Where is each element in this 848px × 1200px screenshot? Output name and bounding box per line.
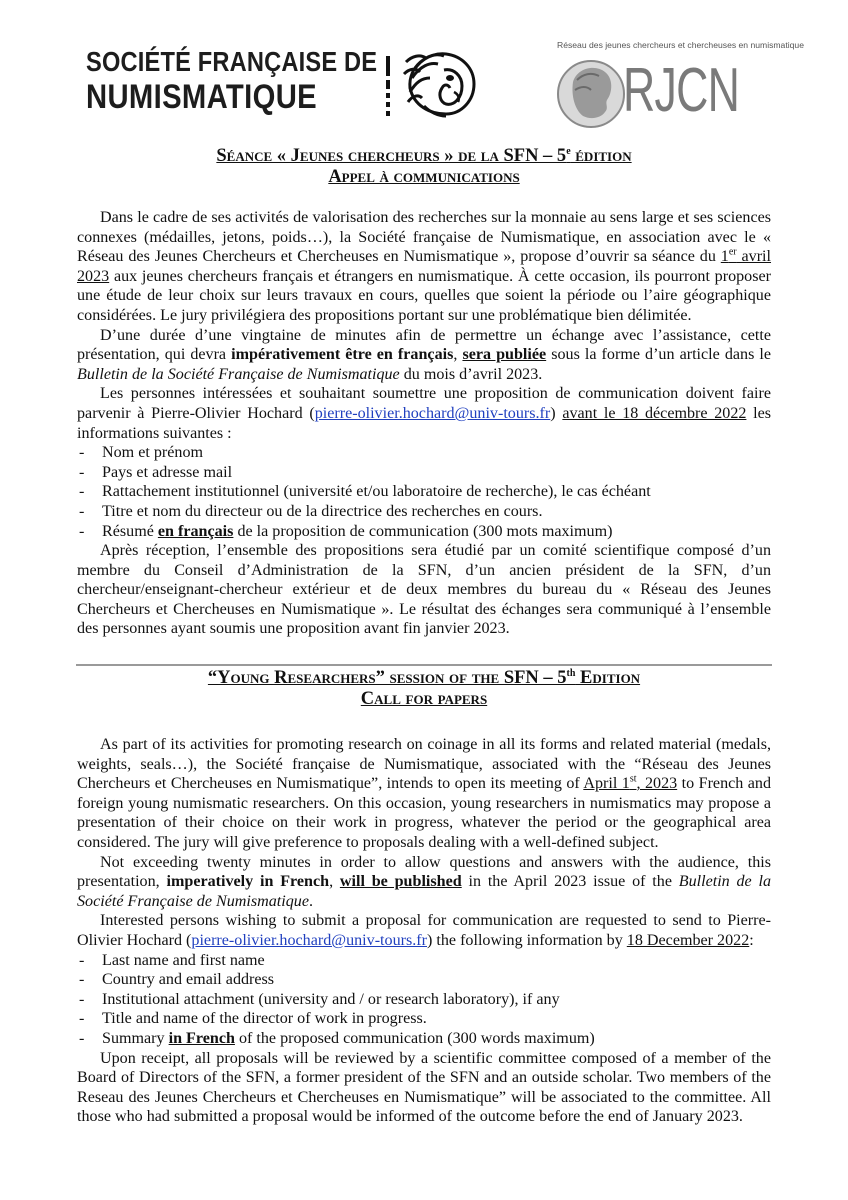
english-subtitle: Call for papers [360,689,488,709]
rjcn-wordmark: RJCN [623,56,740,125]
french-paragraph-1: Dans le cadre de ses activités de valorisation des recherches sur la monnaie au sens large et ses sciences connexes (médailles, jetons, poids…), la Société française de Numismatique, en association avec le « Réseau des Jeunes Chercheurs et Chercheuses en Numismatique », propose d’ouvrir sa séance du 1er avril 2023 aux jeunes chercheurs français et étrangers en numismatique. À cette occasion, ils pourront proposer une étude de leur choix sur leurs travaux en cours, quelles que soient la période ou l’aire géographique considérées. Le jury privilégiera des propositions portant sur une problématique bien délimitée. [77,209,772,324]
french-body [77,208,771,639]
sfn-logo-line2: NUMISMATIQUE [86,77,318,116]
french-paragraph-2: D’une durée d’une vingtaine de minutes afin de permettre un échange avec l’assistance, cette présentation, qui devra impérativement être en français, sera publiée sous la forme d’un article dans le Bulletin de la Société Française de Numismatique du mois d’avril 2023. [77,326,771,383]
medusa-head-icon [400,48,482,120]
page-header [0,0,848,140]
french-title [77,146,771,167]
english-body [77,735,771,1127]
list-item: - Nom et prénom [77,443,771,463]
rjcn-caption: Réseau des jeunes chercheurs et chercheuses en numismatique [557,40,804,50]
french-section [77,146,771,639]
english-email-link[interactable]: pierre-olivier.hochard@univ-tours.fr [191,931,427,949]
english-requirements-list [77,951,771,1049]
list-item: - Titre et nom du directeur ou de la directrice des recherches en cours. [77,502,771,522]
english-paragraph-2: Not exceeding twenty minutes in order to allow questions and answers with the audience, this presentation, imperatively in French, will be published in the April 2023 issue of the Bulletin de la Société Française de Numismatique. [77,853,772,910]
english-paragraph-1: As part of its activities for promoting research on coinage in all its forms and related material (medals, weights, seals…), the Société française de Numismatique, associated with the “Réseau des Jeunes Chercheurs et Chercheuses en Numismatique”, intends to open its meeting of April 1st, 2023 to French and foreign young numismatic researchers. On this occasion, young researchers in numismatics may propose a presentation of their choice on their work in progress, whatever the period or the geographical area considered. The jury will give preference to proposals dealing with a well-defined subject. [77,736,772,851]
sfn-logo [86,48,425,114]
sfn-logo-separator [386,56,389,118]
list-item: - Last name and first name [77,951,771,971]
french-email-link[interactable]: pierre-olivier.hochard@univ-tours.fr [314,404,551,422]
english-title-text: “Young Researchers” session of the SFN – 5 [207,668,567,688]
rjcn-logo [555,40,804,130]
english-title-sup: th [566,667,576,679]
list-item: - Institutional attachment (university and / or research laboratory), if any [77,990,771,1010]
french-title-tail: édition [570,146,632,166]
list-item: - Rattachement institutionnel (université et/ou laboratoire de recherche), le cas échéant [77,482,771,502]
list-item: - Pays et adresse mail [77,463,771,483]
french-subtitle: Appel à communications [328,167,520,187]
english-paragraph-3: Interested persons wishing to submit a proposal for communication are requested to send to Pierre-Olivier Hochard (pierre-olivier.hochard@univ-tours.fr) the following information by 18 December 2022: [77,912,771,949]
french-title-sup: e [566,145,571,157]
profile-head-icon [555,52,625,130]
french-title-text: Séance « Jeunes chercheurs » de la SFN – 5 [216,146,567,166]
english-title-tail: Edition [575,668,641,688]
english-section [77,668,771,1127]
list-item: - Title and name of the director of work in progress. [77,1009,771,1029]
section-divider [76,664,772,666]
french-paragraph-3: Les personnes intéressées et souhaitant soumettre une proposition de communication doivent faire parvenir à Pierre-Olivier Hochard (pierre-olivier.hochard@univ-tours.fr) avant le 18 décembre 2022 les informations suivantes : [77,385,771,442]
list-item: - Summary in French of the proposed communication (300 words maximum) [77,1029,771,1049]
english-title [77,668,771,689]
list-item: - Résumé en français de la proposition de communication (300 mots maximum) [77,522,771,542]
english-paragraph-4: Upon receipt, all proposals will be reviewed by a scientific committee composed of a member of the Board of Directors of the SFN, a former president of the SFN and an outside scholar. Two members of the Reseau des Jeunes Chercheurs et Chercheuses en Numismatique” will be associated to the committee. All those who had submitted a proposal would be informed of the outcome before the end of January 2023. [77,1049,771,1126]
sfn-logo-line1: SOCIÉTÉ FRANÇAISE DE [86,46,378,77]
french-paragraph-4: Après réception, l’ensemble des propositions sera étudié par un comité scientifique composé d’un membre du Conseil d’Administration de la SFN, d’un ancien président de la SFN, d’un chercheur/enseignant-chercheur extérieur et de deux membres du bureau du « Réseau des Jeunes Chercheurs et Chercheuses en Numismatique ». Le résultat des échanges sera communiqué à l’ensemble des personnes ayant soumis une proposition avant fin janvier 2023. [77,542,771,638]
list-item: - Country and email address [77,970,771,990]
french-requirements-list [77,443,771,541]
